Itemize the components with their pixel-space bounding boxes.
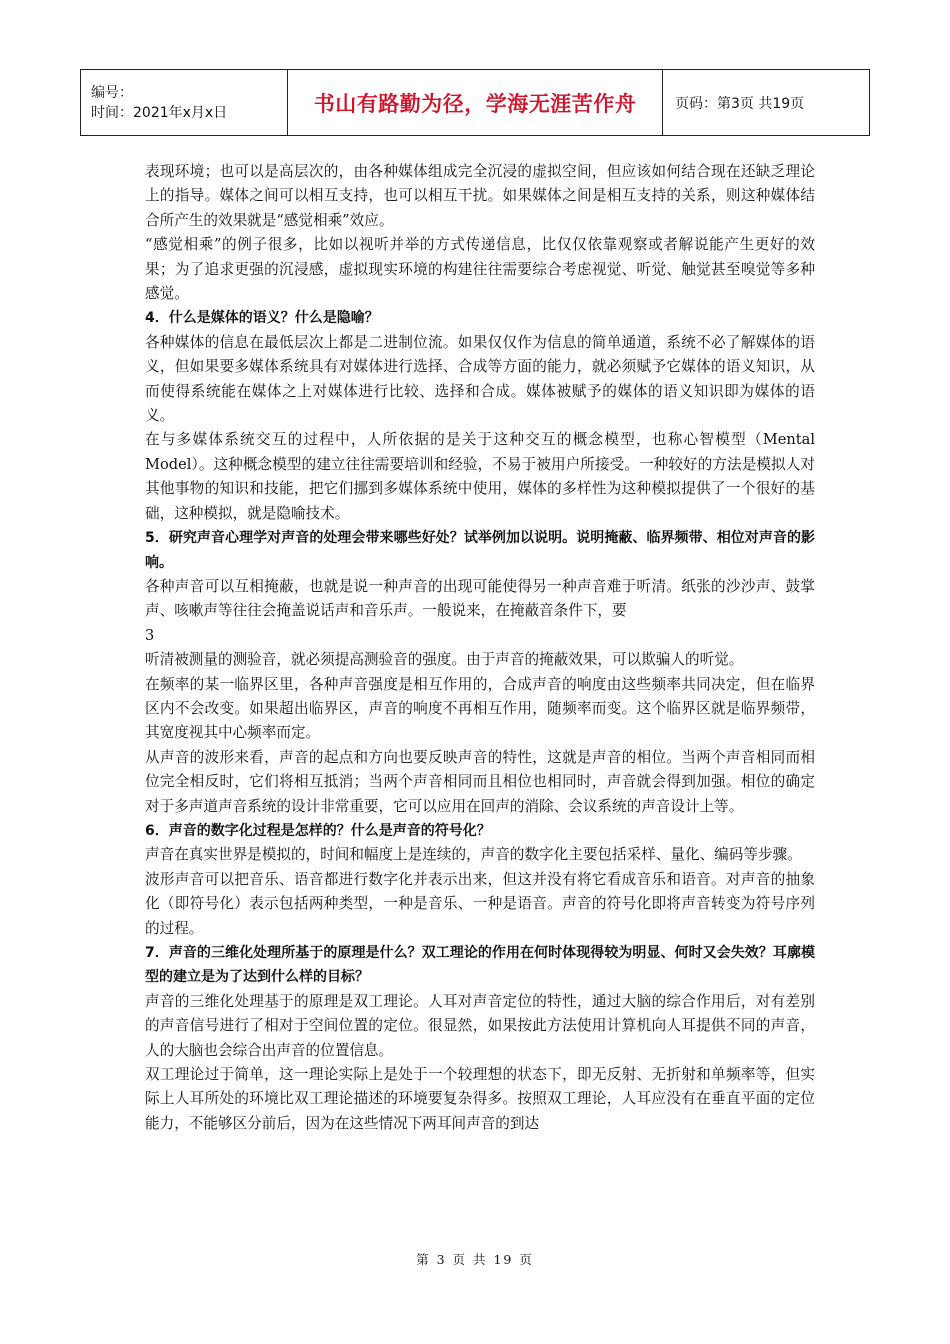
body-paragraph: 声音的三维化处理基于的原理是双工理论。人耳对声音定位的特性，通过大脑的综合作用后，对有差别的声音信号进行了相对于空间位置的定位。很显然，如果按此方法使用计算机向人耳提供不同的声音，人的大脑也会综合出声音的位置信息。 bbox=[145, 992, 815, 1059]
header-left-cell bbox=[81, 70, 288, 136]
question-heading: 7．声音的三维化处理所基于的原理是什么？双工理论的作用在何时体现得较为明显、何时又会失效？耳廓模型的建立是为了达到什么样的目标？ bbox=[145, 945, 815, 986]
question-heading: 5．研究声音心理学对声音的处理会带来哪些好处？试举例加以说明。说明掩蔽、临界频带、相位对声音的影响。 bbox=[145, 530, 815, 571]
body-paragraph: 表现环境；也可以是高层次的，由各种媒体组成完全沉浸的虚拟空间，但应该如何结合现在还缺乏理论上的指导。媒体之间可以相互支持，也可以相互干扰。如果媒体之间是相互支持的关系，则这种媒体结合所产生的效果就是“感觉相乘”效应。 bbox=[145, 163, 815, 229]
body-paragraph: 从声音的波形来看，声音的起点和方向也要反映声音的特性，这就是声音的相位。当两个声音相同而相位完全相反时，它们将相互抵消；当两个声音相同而且相位也相同时，声音就会得到加强。相位的确定对于多声道声音系统的设计非常重要，它可以应用在回声的消除、会议系统的声音设计上等。 bbox=[145, 748, 815, 815]
body-paragraph: 声音在真实世界是模拟的，时间和幅度上是连续的，声音的数字化主要包括采样、量化、编码等步骤。 bbox=[145, 846, 802, 864]
body-paragraph: 在与多媒体系统交互的过程中，人所依据的是关于这种交互的概念模型，也称心智模型（Mental Model）。这种概念模型的建立往往需要培训和经验，不易于被用户所接受。一种较好的方法是模拟人对其他事物的知识和技能，把它们挪到多媒体系统中使用，媒体的多样性为这种模拟提供了一个很好的基础，这种模拟，就是隐喻技术。 bbox=[145, 431, 815, 522]
document-number-label: 编号： bbox=[91, 84, 133, 101]
body-paragraph: 3 bbox=[145, 626, 155, 644]
body-paragraph: 波形声音可以把音乐、语音都进行数字化并表示出来，但这并没有将它看成音乐和语音。对声音的抽象化（即符号化）表示包括两种类型，一种是音乐、一种是语音。声音的符号化即将声音转变为符号序列的过程。 bbox=[145, 870, 815, 937]
body-paragraph: “感觉相乘”的例子很多，比如以视听并举的方式传递信息，比仅仅依靠观察或者解说能产生更好的效果；为了追求更强的沉浸感，虚拟现实环境的构建往往需要综合考虑视觉、听觉、触觉甚至嗅觉等多种感觉。 bbox=[145, 236, 815, 303]
header-motto: 书山有路勤为径，学海无涯苦作舟 bbox=[313, 91, 637, 116]
body-paragraph: 各种声音可以互相掩蔽，也就是说一种声音的出现可能使得另一种声音难于听清。纸张的沙沙声、鼓掌声、咳嗽声等往往会掩盖说话声和音乐声。一般说来，在掩蔽音条件下，要 bbox=[145, 577, 815, 620]
question-heading: 6．声音的数字化过程是怎样的？什么是声音的符号化？ bbox=[145, 822, 491, 839]
header-page-info: 页码：第3页 共19页 bbox=[663, 70, 870, 136]
document-body bbox=[145, 160, 815, 1136]
body-paragraph: 各种媒体的信息在最低层次上都是二进制位流。如果仅仅作为信息的简单通道，系统不必了解媒体的语义，但如果要多媒体系统具有对媒体进行选择、合成等方面的能力，就必须赋予它媒体的语义知识，从而使得系统能在媒体之上对媒体进行比较、选择和合成。媒体被赋予的媒体的语义知识即为媒体的语义。 bbox=[145, 333, 815, 425]
body-paragraph: 听清被测量的测验音，就必须提高测验音的强度。由于声音的掩蔽效果，可以欺骗人的听觉。 bbox=[145, 651, 744, 669]
document-date-label: 时间：2021年x月x日 bbox=[91, 104, 228, 121]
header-table bbox=[80, 69, 870, 136]
question-heading: 4．什么是媒体的语义？什么是隐喻？ bbox=[145, 310, 379, 327]
body-paragraph: 在频率的某一临界区里，各种声音强度是相互作用的，合成声音的响度由这些频率共同决定，但在临界区内不会改变。如果超出临界区，声音的响度不再相互作用，随频率而变。这个临界区就是临界频带，其宽度视其中心频率而定。 bbox=[145, 675, 815, 742]
page-footer: 第 3 页 共 19 页 bbox=[416, 1252, 534, 1267]
header-motto-cell bbox=[288, 70, 663, 136]
body-paragraph: 双工理论过于简单，这一理论实际上是处于一个较理想的状态下，即无反射、无折射和单频率等，但实际上人耳所处的环境比双工理论描述的环境要复杂得多。按照双工理论，人耳应没有在垂直平面的定位能力，不能够区分前后，因为在这些情况下两耳间声音的到达 bbox=[145, 1066, 815, 1132]
